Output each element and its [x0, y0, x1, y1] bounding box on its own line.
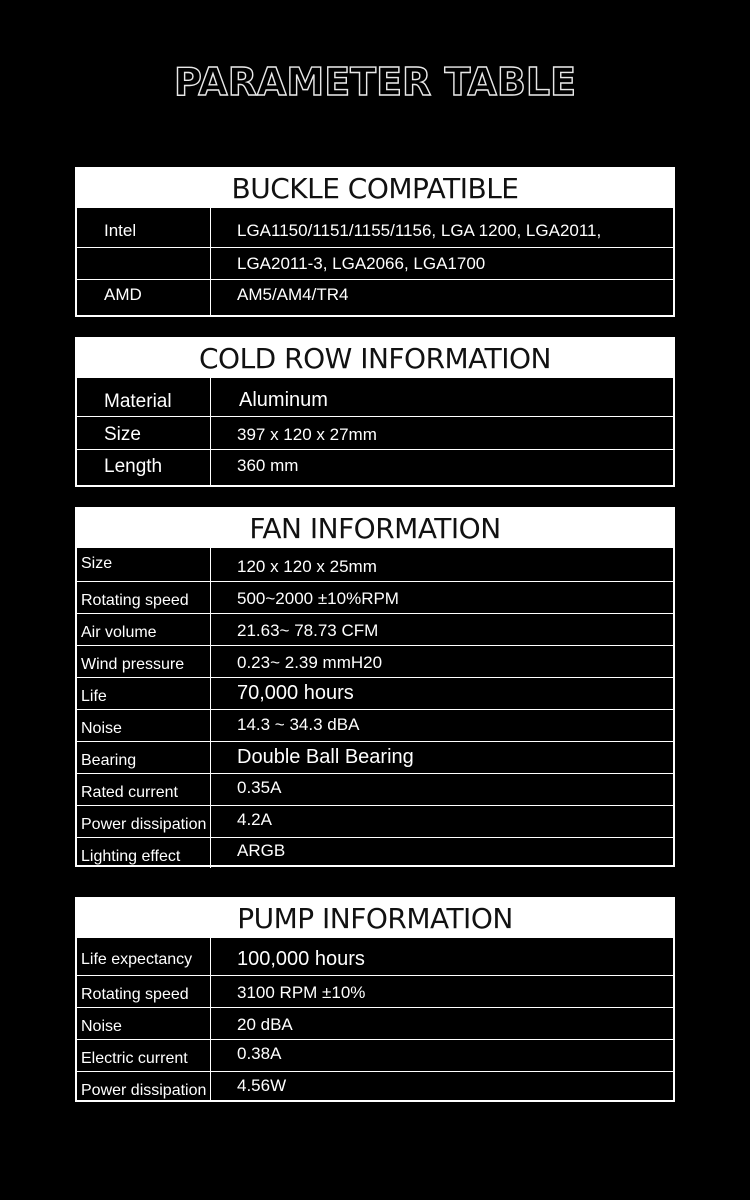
table-row [77, 805, 673, 837]
table-row [77, 709, 673, 741]
table-row [77, 837, 673, 868]
row-value: 3100 RPM ±10% [237, 983, 366, 1002]
row-value: Aluminum [239, 389, 328, 411]
row-label: Rotating speed [77, 582, 211, 613]
page-title: PARAMETER TABLE [173, 60, 577, 104]
fan-information-table [75, 507, 675, 867]
row-label: Noise [77, 1008, 211, 1039]
table-row [77, 547, 673, 581]
row-label: Bearing [77, 742, 211, 773]
row-label: Electric current [77, 1040, 211, 1071]
table-row [77, 416, 673, 449]
row-value: 0.23~ 2.39 mmH20 [237, 653, 383, 672]
row-value: 100,000 hours [237, 948, 365, 970]
table-row [77, 207, 673, 247]
row-label: Intel [77, 208, 211, 247]
row-value: 21.63~ 78.73 CFM [237, 621, 379, 640]
row-value: 120 x 120 x 25mm [237, 557, 377, 576]
table-header: PUMP INFORMATION [77, 899, 673, 937]
row-value: 0.35A [237, 778, 282, 797]
table-row [77, 741, 673, 773]
table-row [77, 677, 673, 709]
row-value: 14.3 ~ 34.3 dBA [237, 715, 360, 734]
table-row [77, 247, 673, 279]
table-row [77, 581, 673, 613]
table-header: FAN INFORMATION [77, 509, 673, 547]
table-row [77, 975, 673, 1007]
table-row [77, 773, 673, 805]
row-label: Lighting effect [77, 838, 211, 868]
row-value: 4.2A [237, 810, 272, 829]
table-row [77, 1071, 673, 1102]
row-value: 20 dBA [237, 1015, 293, 1034]
row-value: ARGB [237, 841, 286, 860]
table-header: COLD ROW INFORMATION [77, 339, 673, 377]
table-row [77, 1007, 673, 1039]
row-label: Life [77, 678, 211, 709]
row-label: Length [77, 450, 211, 485]
row-label: Size [77, 417, 211, 449]
row-label: Material [77, 378, 211, 416]
buckle-compatible-table [75, 167, 675, 317]
row-value: Double Ball Bearing [237, 746, 414, 768]
row-value: AM5/AM4/TR4 [237, 285, 349, 304]
table-row [77, 377, 673, 416]
row-label: Air volume [77, 614, 211, 645]
table-row [77, 645, 673, 677]
table-row [77, 937, 673, 975]
row-label [77, 248, 211, 279]
row-value: LGA2011-3, LGA2066, LGA1700 [237, 254, 486, 273]
table-row [77, 1039, 673, 1071]
row-label: Power dissipation [77, 806, 211, 837]
row-value: 360 mm [237, 456, 299, 475]
table-row [77, 449, 673, 485]
row-label: Rated current [77, 774, 211, 805]
row-label: Life expectancy [77, 938, 211, 975]
row-label: AMD [77, 280, 211, 315]
table-row [77, 613, 673, 645]
row-value: 70,000 hours [237, 682, 354, 704]
row-label: Wind pressure [77, 646, 211, 677]
row-value: 397 x 120 x 27mm [237, 425, 377, 444]
pump-information-table [75, 897, 675, 1102]
row-label: Size [77, 548, 211, 581]
row-value: 4.56W [237, 1076, 287, 1095]
cold-row-information-table [75, 337, 675, 487]
row-label: Rotating speed [77, 976, 211, 1007]
row-value: 500~2000 ±10%RPM [237, 589, 399, 608]
row-value: 0.38A [237, 1044, 282, 1063]
table-row [77, 279, 673, 315]
row-label: Noise [77, 710, 211, 741]
row-value: LGA1150/1151/1155/1156, LGA 1200, LGA2011, [237, 221, 602, 240]
row-label: Power dissipation [77, 1072, 211, 1102]
table-header: BUCKLE COMPATIBLE [77, 169, 673, 207]
